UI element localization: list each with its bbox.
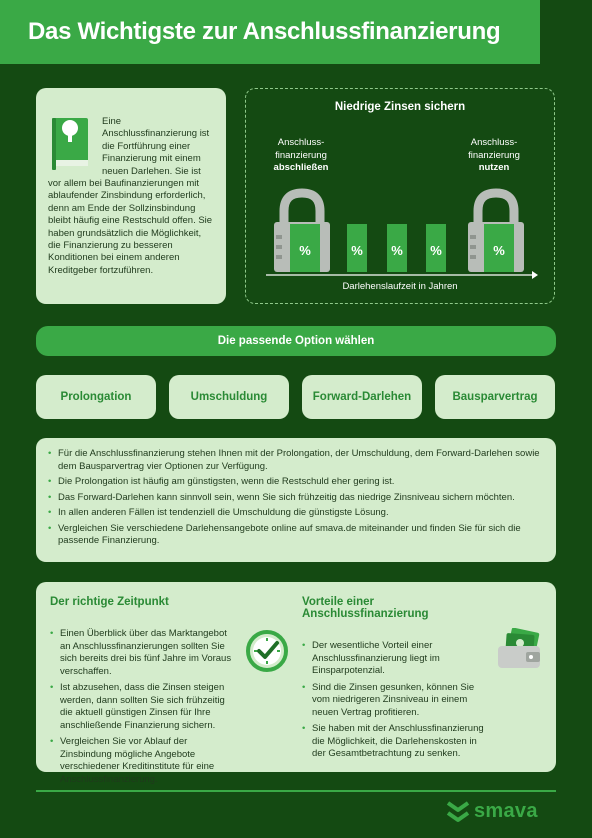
details-box — [36, 582, 556, 785]
lock-percent-left: % — [299, 243, 311, 258]
lock-percent-right: % — [493, 243, 505, 258]
logo-text: smava — [474, 800, 538, 822]
left-label-line2: finanzierung — [275, 149, 327, 161]
bar-percent-2: % — [391, 243, 403, 258]
book-icon — [48, 116, 94, 172]
left-label-line1: Anschluss- — [277, 137, 325, 148]
right-label-line2: finanzierung — [468, 149, 520, 161]
intro-text: Eine Anschlussfinanzierung ist die Fortführung einer Finanzierung mit einem neuen Darlehen. Sie ist vor allem bei Baufinanzierungen mit ablaufender Zinsbindung erforderlich, denn am Ende der Sollzinsbindung bleibt häufig eine Restschuld offen. Sie haben grundsätzlich die Möglichkeit, die Finanzierung zu besseren Konditionen bei einem anderen Kreditgeber fortzuführen. — [48, 116, 213, 276]
vorteile-column — [302, 596, 492, 765]
title-bar — [0, 0, 540, 64]
zins-title: Niedrige Zinsen sichern — [334, 101, 466, 113]
options-header: Die passende Option wählen — [36, 326, 556, 356]
footer-divider — [36, 790, 556, 792]
summary-box — [36, 438, 556, 562]
smava-logo[interactable] — [446, 800, 538, 823]
list-item: • In allen anderen Fällen ist tendenziell die Umschuldung die günstigste Lösung. — [48, 507, 542, 520]
list-item: • Die Prolongation ist häufig am günstigsten, wenn die Restschuld eher gering ist. — [48, 476, 542, 489]
zeitpunkt-title: Der richtige Zeitpunkt — [50, 596, 169, 608]
vorteile-title: Vorteile einer Anschlussfinanzierung — [302, 596, 429, 620]
smava-logo-icon — [446, 801, 470, 823]
axis-arrow-icon — [532, 271, 538, 279]
list-item: • Sind die Zinsen gesunken, können Sie vom niedrigeren Zinsniveau in einem neuen Vertrag profitieren. — [302, 682, 492, 720]
zeitpunkt-column — [50, 596, 240, 790]
zeitpunkt-list — [50, 628, 240, 786]
list-item: • Sie haben mit der Anschlussfinanzierung die Möglichkeit, die Darlehenskosten in der Gesamtbetrachtung zu senken. — [302, 723, 492, 761]
clock-check-icon — [244, 628, 290, 674]
zins-graph — [246, 89, 556, 305]
list-item: • Der wesentliche Vorteil einer Anschlussfinanzierung liegt im Einsparpotenzial. — [302, 640, 492, 678]
list-item: • Für die Anschlussfinanzierung stehen Ihnen mit der Prolongation, der Umschuldung, dem Forward-Darlehen sowie dem Bausparvertrag vier Optionen zur Verfügung. — [48, 448, 542, 473]
vorteile-list — [302, 640, 492, 761]
option-prolongation[interactable]: Prolongation — [36, 375, 156, 419]
option-umschuldung[interactable]: Umschuldung — [169, 375, 289, 419]
lock-icon — [274, 193, 330, 272]
left-label-bold: abschließen — [273, 162, 329, 173]
list-item: • Vergleichen Sie verschiedene Darlehensangebote online auf smava.de miteinander und finden Sie für sich die passende Finanzierung. — [48, 523, 542, 548]
right-label-bold: nutzen — [478, 162, 510, 173]
list-item: • Ist abzusehen, dass die Zinsen steigen werden, dann sollten Sie sich frühzeitig die aktuell günstigen Zinsen für Ihre anschließende Finanzierung sichern. — [50, 682, 240, 732]
page-title: Das Wichtigste zur Anschlussfinanzierung — [28, 18, 501, 45]
bar-percent-1: % — [351, 243, 363, 258]
list-item: • Vergleichen Sie vor Ablauf der Zinsbindung mögliche Angebote verschiedener Kreditinstitute für eine Anschlussfinanzierung. — [50, 736, 240, 786]
list-item: • Einen Überblick über das Marktangebot an Anschlussfinanzierungen sollten Sie sich bereits drei bis fünf Jahre im Voraus verschaffen. — [50, 628, 240, 678]
option-forward-darlehen[interactable]: Forward-Darlehen — [302, 375, 422, 419]
option-bausparvertrag[interactable]: Bausparvertrag — [435, 375, 555, 419]
summary-list — [48, 448, 542, 548]
intro-box — [36, 88, 226, 304]
bar-percent-3: % — [430, 243, 442, 258]
list-item: • Das Forward-Darlehen kann sinnvoll sein, wenn Sie sich frühzeitig das niedrige Zinsniveau sichern möchten. — [48, 492, 542, 505]
right-label-line1: Anschluss- — [470, 137, 518, 148]
lock-icon — [468, 193, 524, 272]
zins-graphic — [245, 88, 555, 304]
axis-label: Darlehenslaufzeit in Jahren — [342, 281, 458, 292]
wallet-icon — [496, 628, 544, 672]
